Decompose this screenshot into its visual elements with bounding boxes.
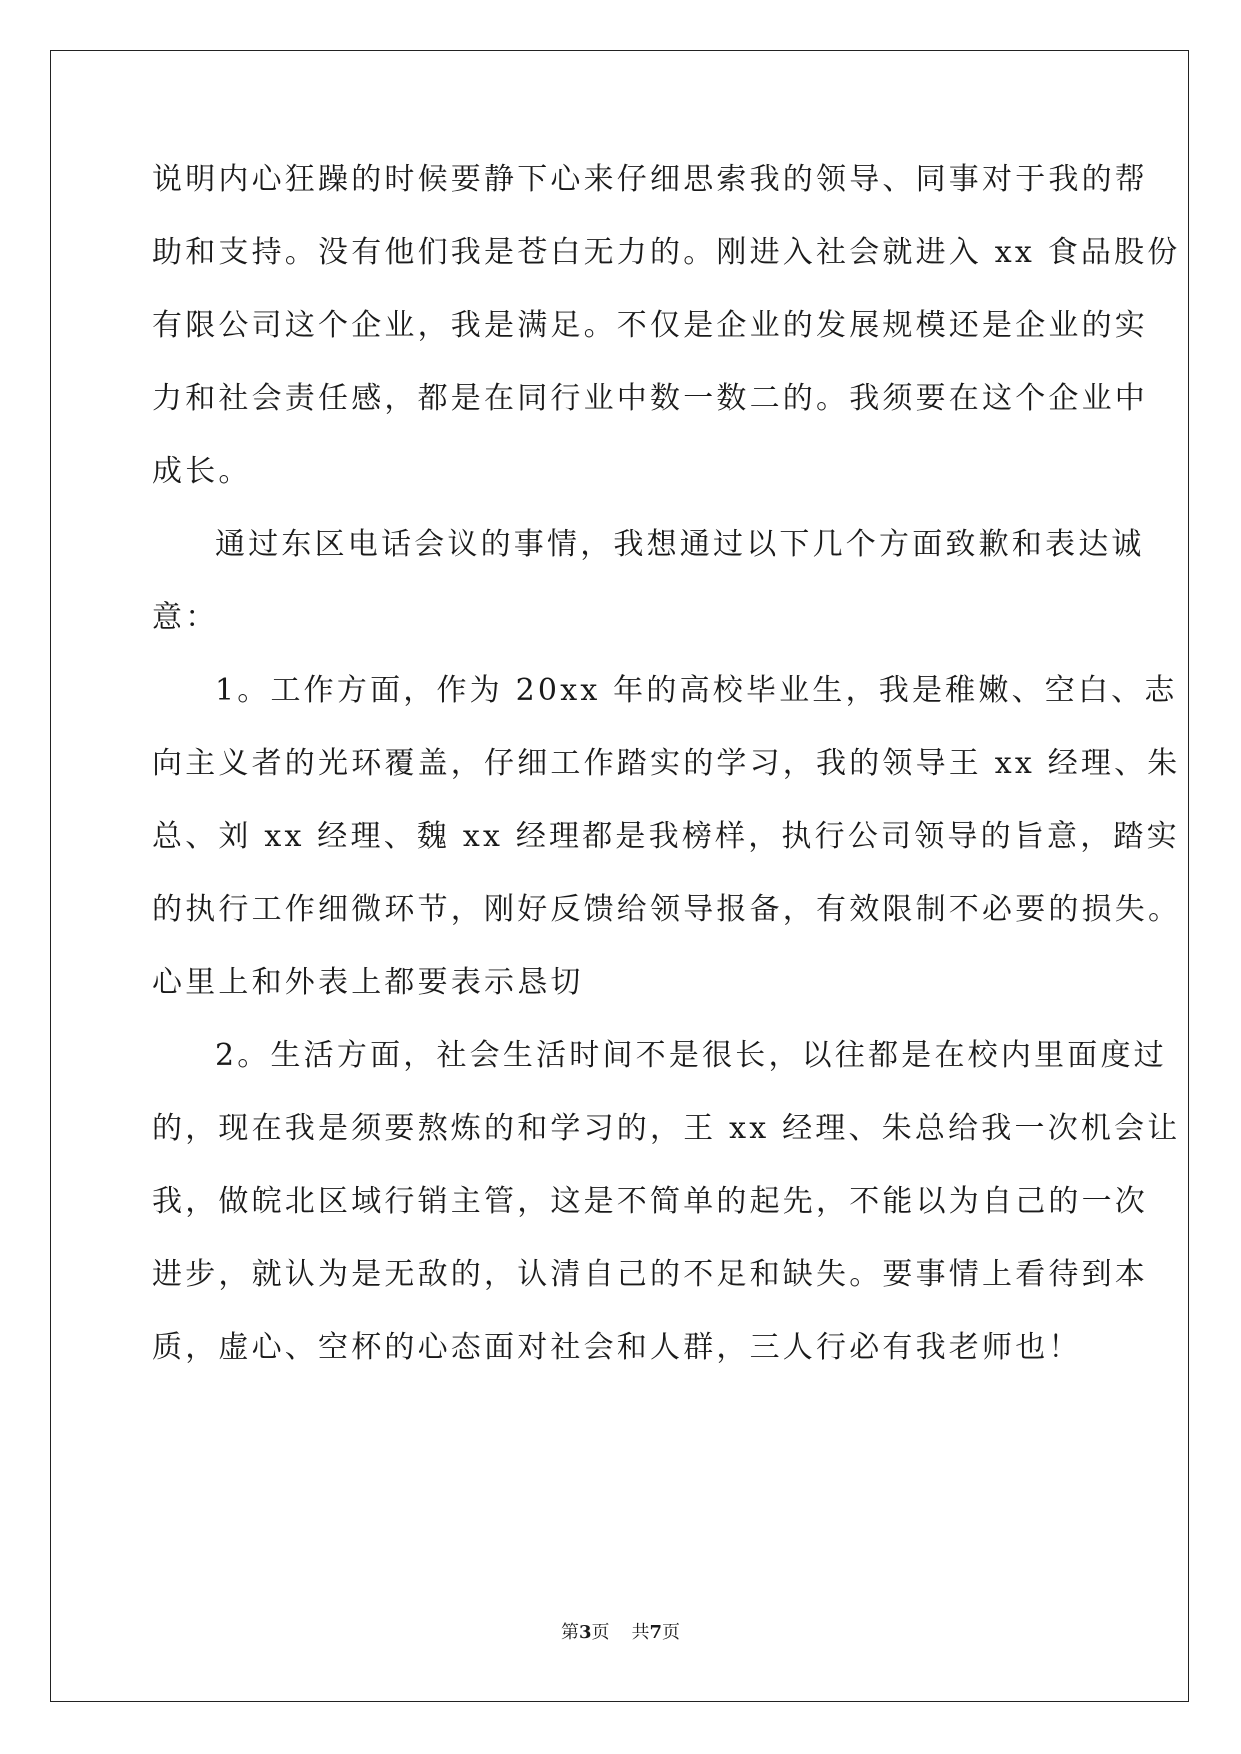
text-line: 的执行工作细微环节，刚好反馈给领导报备，有效限制不必要的损失。: [152, 892, 1182, 927]
text-line: 质，虚心、空杯的心态面对社会和人群，三人行必有我老师也！: [152, 1330, 1082, 1365]
text-line: 1。工作方面，作为 20xx 年的高校毕业生，我是稚嫩、空白、志: [215, 673, 1178, 708]
text-line: 力和社会责任感，都是在同行业中数一数二的。我须要在这个企业中: [152, 381, 1148, 416]
text-line: 进步，就认为是无敌的，认清自己的不足和缺失。要事情上看待到本: [152, 1257, 1148, 1292]
text-line: 2。生活方面，社会生活时间不是很长，以往都是在校内里面度过: [215, 1038, 1167, 1073]
text-line: 向主义者的光环覆盖，仔细工作踏实的学习，我的领导王 xx 经理、朱: [152, 746, 1181, 781]
text-line: 总、刘 xx 经理、魏 xx 经理都是我榜样，执行公司领导的旨意，踏实: [152, 819, 1180, 854]
text-line: 的，现在我是须要熬炼的和学习的，王 xx 经理、朱总给我一次机会让: [152, 1111, 1181, 1146]
page-number: 3: [578, 1622, 592, 1643]
text-line: 说明内心狂躁的时候要静下心来仔细思索我的领导、同事对于我的帮: [152, 162, 1148, 197]
text-line: 通过东区电话会议的事情，我想通过以下几个方面致歉和表达诚: [215, 527, 1145, 562]
text-line: 助和支持。没有他们我是苍白无力的。刚进入社会就进入 xx 食品股份: [152, 235, 1181, 270]
text-line: 成长。: [152, 454, 252, 489]
text-line: 我，做皖北区域行销主管，这是不简单的起先，不能以为自己的一次: [152, 1184, 1148, 1219]
page-border: [50, 50, 1189, 1702]
text-line: 心里上和外表上都要表示恳切: [152, 965, 584, 1000]
page-footer: [0, 1621, 1241, 1645]
total-label-suffix: 页: [662, 1622, 681, 1643]
text-line: 意：: [152, 600, 219, 635]
total-label-prefix: 共: [631, 1622, 650, 1643]
page-label-suffix: 页: [591, 1622, 610, 1643]
total-pages: 7: [649, 1622, 663, 1643]
page-label-prefix: 第: [560, 1622, 579, 1643]
text-line: 有限公司这个企业，我是满足。不仅是企业的发展规模还是企业的实: [152, 308, 1148, 343]
